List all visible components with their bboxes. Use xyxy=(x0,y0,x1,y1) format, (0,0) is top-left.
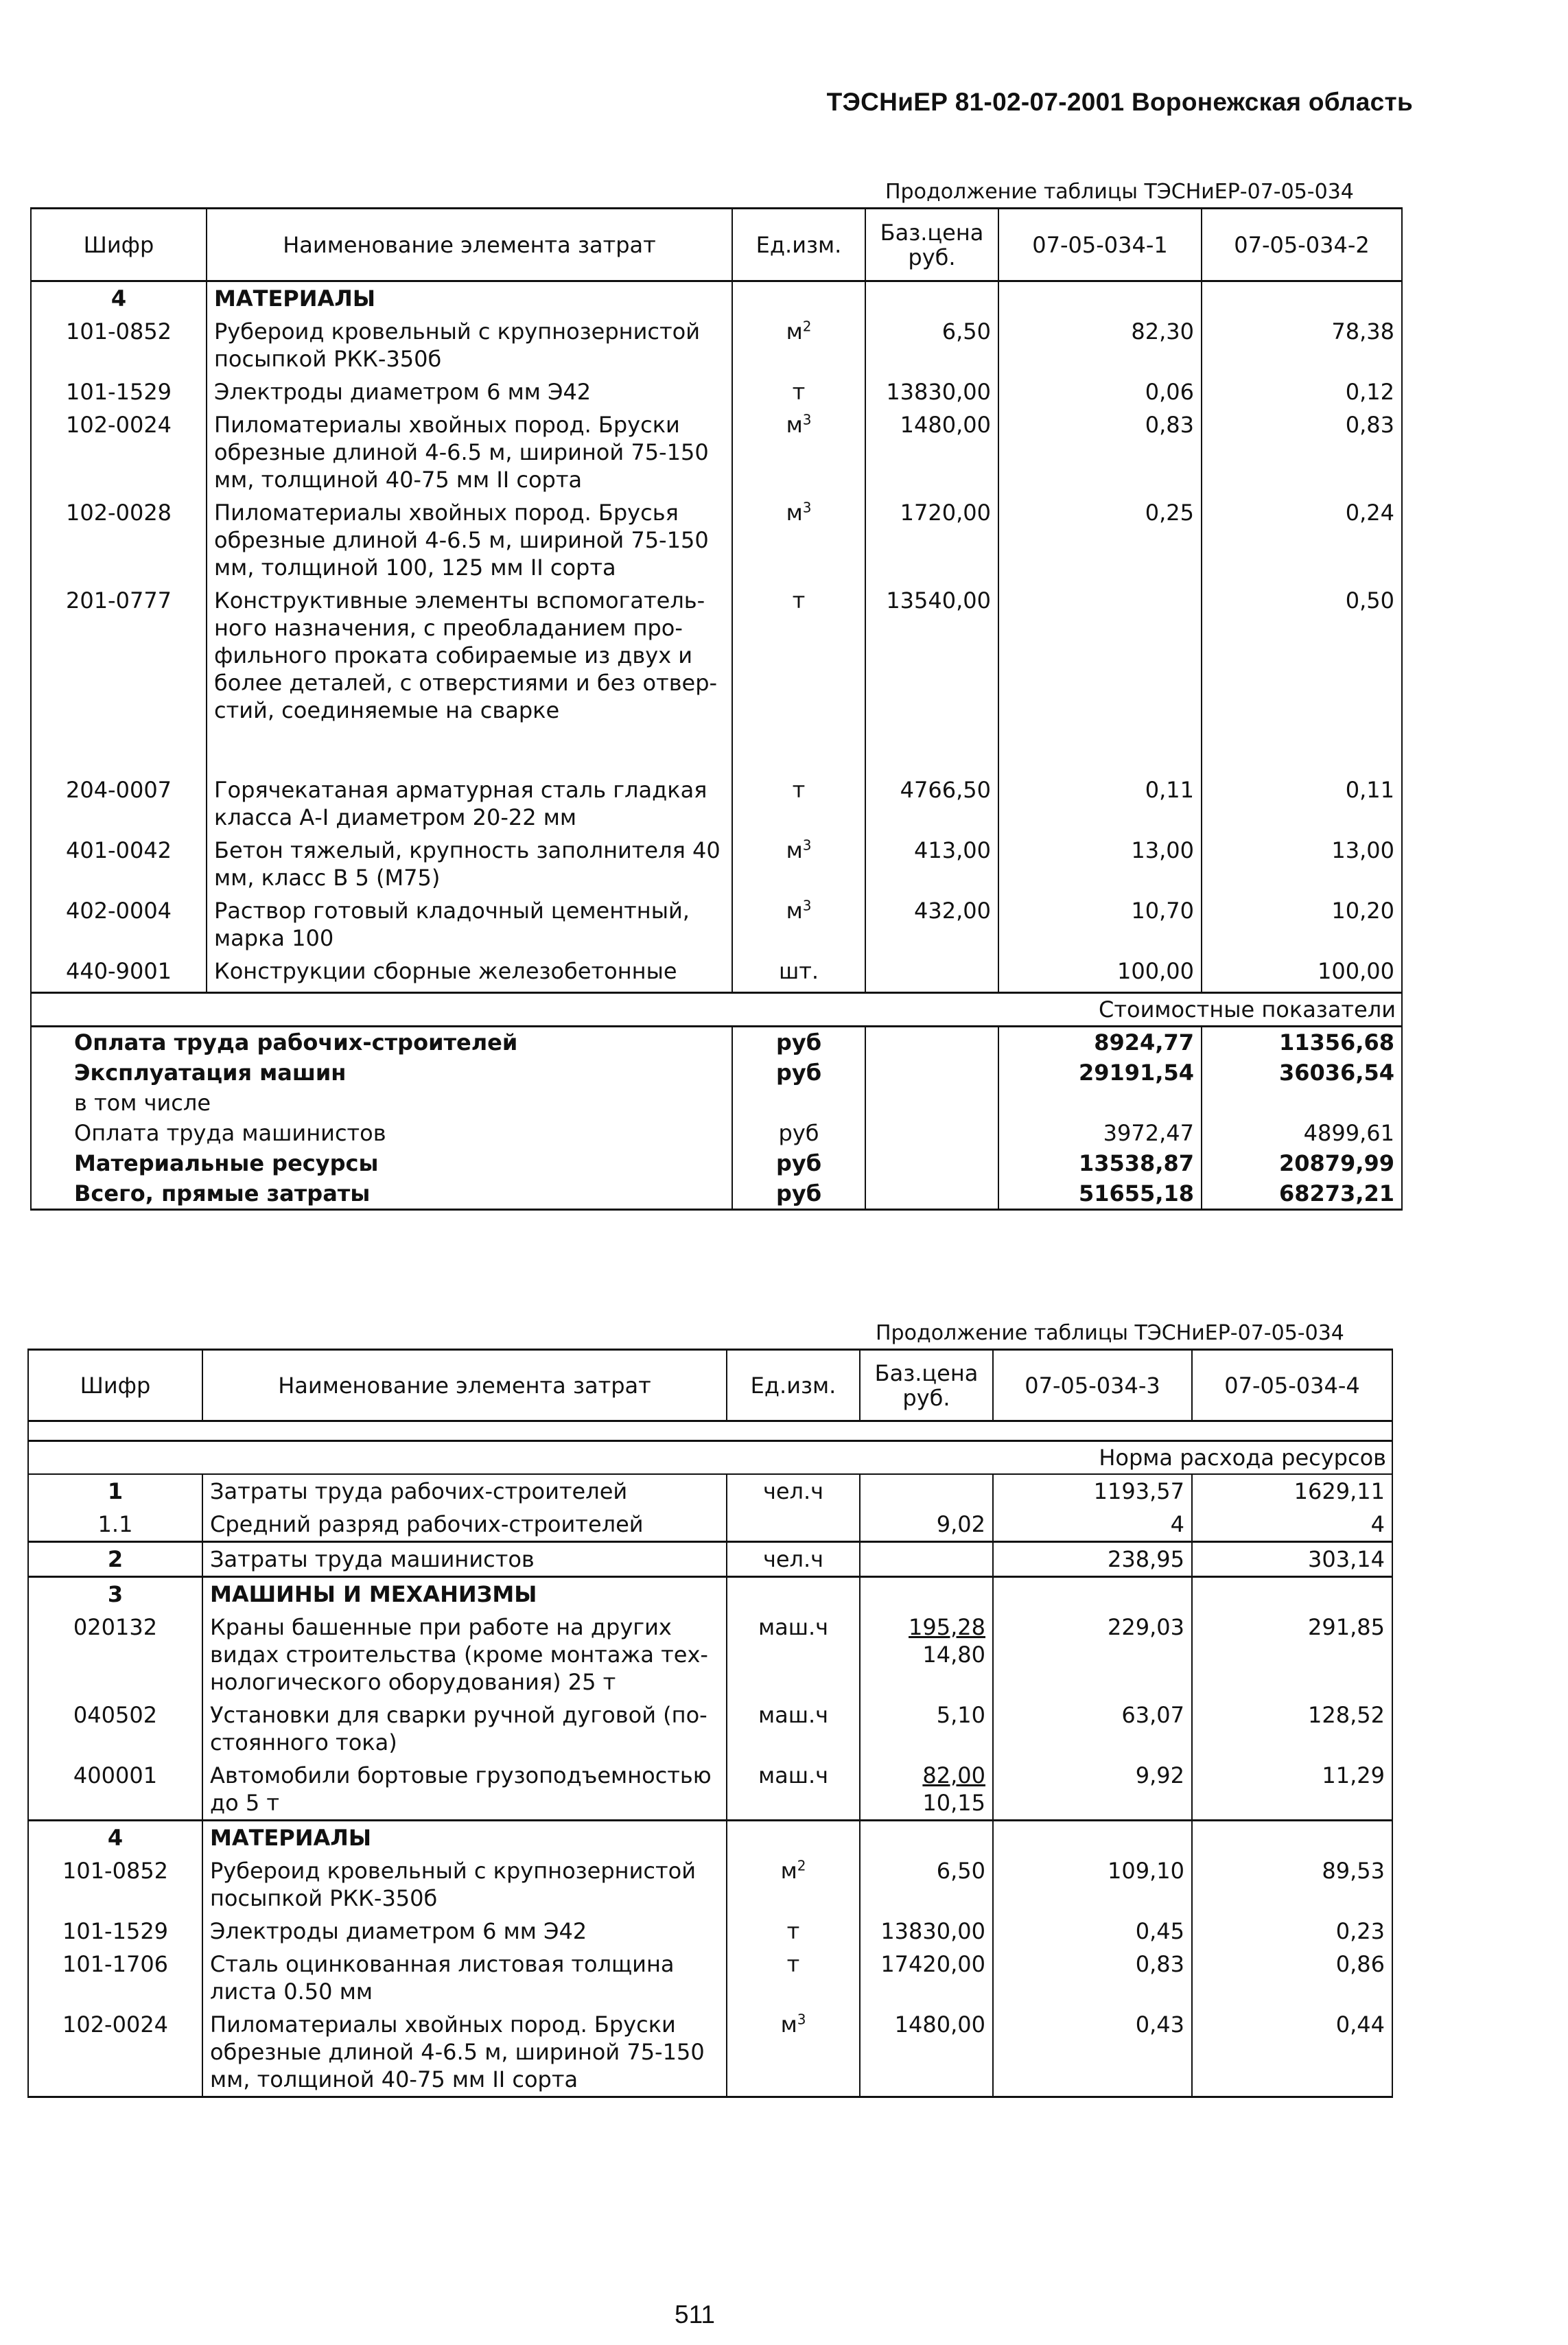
norm-value-1: 82,30 xyxy=(998,315,1202,375)
unit-text: м xyxy=(780,2011,797,2038)
table-row xyxy=(31,315,1402,375)
table-row xyxy=(31,773,1402,834)
col-header-unit: Ед.изм. xyxy=(727,1350,860,1421)
resource-code: 1.1 xyxy=(28,1508,202,1542)
norm-value-2: 1629,11 xyxy=(1192,1474,1392,1508)
table1-header-row xyxy=(31,209,1402,281)
unit-cell: маш.ч xyxy=(727,1699,860,1759)
summary-value-2: 20879,99 xyxy=(1202,1148,1402,1178)
table1-material-rows xyxy=(31,315,1402,993)
summary-value-1: 13538,87 xyxy=(998,1148,1202,1178)
table-row xyxy=(31,496,1402,584)
machine-name: Установки для сварки ручной дуговой (по-стоянного тока) xyxy=(202,1699,727,1759)
resource-name: Пиломатериалы хвойных пород. Бруски обрезные длиной 4-6.5 м, шириной 75-150 мм, толщиной 40-75 мм II сорта xyxy=(202,2008,727,2097)
col-header-value-4: 07-05-034-4 xyxy=(1192,1350,1392,1421)
col-header-code: Шифр xyxy=(28,1350,202,1421)
col-header-price: Баз.цена руб. xyxy=(860,1350,993,1421)
norm-value-1: 0,11 xyxy=(998,773,1202,834)
norm-value-1: 100,00 xyxy=(998,955,1202,993)
resource-code: 204-0007 xyxy=(31,773,207,834)
base-price: 1480,00 xyxy=(865,408,998,496)
base-price xyxy=(865,955,998,993)
norm-value-2: 78,38 xyxy=(1202,315,1402,375)
norm-value-1: 109,10 xyxy=(993,1854,1192,1915)
unit-exponent: 2 xyxy=(797,1857,806,1874)
base-price: 13830,00 xyxy=(865,375,998,408)
resource-code: 201-0777 xyxy=(31,584,207,773)
resource-name: Электроды диаметром 6 мм Э42 xyxy=(202,1915,727,1948)
norm-value-1: 0,43 xyxy=(993,2008,1192,2097)
summary-value-1: 3972,47 xyxy=(998,1118,1202,1148)
resource-code: 101-1529 xyxy=(31,375,207,408)
unit-cell xyxy=(732,834,865,894)
page-header-title: ТЭСНиЕР 81-02-07-2001 Воронежская область xyxy=(826,88,1413,116)
machine-price: 195,28 xyxy=(909,1614,985,1640)
resource-name: Сталь оцинкованная листовая толщина листа 0.50 мм xyxy=(202,1948,727,2008)
section-code: 4 xyxy=(31,281,207,316)
table-row xyxy=(31,1148,1402,1178)
summary-empty xyxy=(865,1027,998,1058)
table-row xyxy=(31,834,1402,894)
summary-value-2: 68273,21 xyxy=(1202,1178,1402,1210)
machine-price: 5,10 xyxy=(936,1702,985,1728)
col-header-code: Шифр xyxy=(31,209,207,281)
summary-unit: руб xyxy=(732,1178,865,1210)
unit-cell xyxy=(732,773,865,834)
table2 xyxy=(27,1349,1393,2098)
norm-value-1: 10,70 xyxy=(998,894,1202,955)
norm-label-row xyxy=(28,1441,1392,1475)
unit-exponent: 3 xyxy=(802,837,812,854)
norm-value-1: 0,45 xyxy=(993,1915,1192,1948)
norm-value-1: 4 xyxy=(993,1508,1192,1542)
summary-unit: руб xyxy=(732,1148,865,1178)
empty-cell xyxy=(727,1821,860,1855)
norm-value-1: 229,03 xyxy=(993,1611,1192,1699)
resource-name: Бетон тяжелый, крупность заполнителя 40 мм, класс В 5 (М75) xyxy=(207,834,732,894)
table-row xyxy=(28,1915,1392,1948)
empty-cell xyxy=(1192,1821,1392,1855)
unit-cell: маш.ч xyxy=(727,1611,860,1699)
summary-value-2: 4899,61 xyxy=(1202,1118,1402,1148)
summary-empty xyxy=(865,1118,998,1148)
base-price xyxy=(860,1474,993,1508)
base-price: 4766,50 xyxy=(865,773,998,834)
machine-code: 020132 xyxy=(28,1611,202,1699)
unit-text: т xyxy=(786,1918,800,1944)
summary-unit: руб xyxy=(732,1058,865,1088)
norm-value-1: 1193,57 xyxy=(993,1474,1192,1508)
norm-value-2: 0,12 xyxy=(1202,375,1402,408)
unit-cell xyxy=(727,1508,860,1542)
table2-header-row xyxy=(28,1350,1392,1421)
machinist-wage-price: 14,80 xyxy=(922,1642,985,1668)
summary-unit: руб xyxy=(732,1027,865,1058)
resource-code: 101-1529 xyxy=(28,1915,202,1948)
resource-name: Конструкции сборные железобетонные xyxy=(207,955,732,993)
machine-price-cell xyxy=(860,1699,993,1759)
summary-value-1 xyxy=(998,1088,1202,1118)
base-price: 17420,00 xyxy=(860,1948,993,2008)
page-number: 511 xyxy=(675,2300,715,2329)
resource-code: 102-0024 xyxy=(28,2008,202,2097)
summary-label: Оплата труда рабочих-строителей xyxy=(31,1027,732,1058)
unit-exponent: 3 xyxy=(797,2011,806,2028)
base-price xyxy=(860,1542,993,1577)
unit-text: т xyxy=(792,587,806,614)
resource-name: Пиломатериалы хвойных пород. Брусья обрезные длиной 4-6.5 м, шириной 75-150 мм, толщиной 100, 125 мм II сорта xyxy=(207,496,732,584)
norm-value-2: 0,83 xyxy=(1202,408,1402,496)
unit-text: м xyxy=(786,898,803,924)
norm-value-2: 10,20 xyxy=(1202,894,1402,955)
table-row xyxy=(28,1699,1392,1759)
table2-rows xyxy=(28,1474,1392,2097)
norm-value-1: 0,83 xyxy=(993,1948,1192,2008)
summary-value-2 xyxy=(1202,1088,1402,1118)
section-code: 4 xyxy=(28,1821,202,1855)
summary-empty xyxy=(865,1178,998,1210)
base-price: 432,00 xyxy=(865,894,998,955)
norm-value-2: 128,52 xyxy=(1192,1699,1392,1759)
unit-cell xyxy=(732,375,865,408)
machine-price-cell xyxy=(860,1611,993,1699)
unit-text: шт. xyxy=(778,958,819,984)
resource-code: 401-0042 xyxy=(31,834,207,894)
section-row xyxy=(31,281,1402,316)
unit-exponent: 3 xyxy=(802,411,812,428)
summary-label: Эксплуатация машин xyxy=(31,1058,732,1088)
table-row xyxy=(28,1759,1392,1821)
norm-value-2: 0,86 xyxy=(1192,1948,1392,2008)
summary-empty xyxy=(865,1088,998,1118)
cost-indicators-row xyxy=(31,993,1402,1027)
unit-text: т xyxy=(792,777,806,803)
table2-caption: Продолжение таблицы ТЭСНиЕР-07-05-034 xyxy=(876,1321,1344,1345)
unit-exponent: 3 xyxy=(802,897,812,914)
section-title: МАШИНЫ И МЕХАНИЗМЫ xyxy=(202,1577,727,1611)
unit-exponent: 2 xyxy=(802,318,812,335)
unit-cell: чел.ч xyxy=(727,1542,860,1577)
col-header-name: Наименование элемента затрат xyxy=(202,1350,727,1421)
machine-code: 400001 xyxy=(28,1759,202,1821)
base-price: 9,02 xyxy=(860,1508,993,1542)
resource-name: Пиломатериалы хвойных пород. Бруски обрезные длиной 4-6.5 м, шириной 75-150 мм, толщиной 40-75 мм II сорта xyxy=(207,408,732,496)
base-price: 6,50 xyxy=(865,315,998,375)
norm-value-2: 0,50 xyxy=(1202,584,1402,773)
unit-cell: маш.ч xyxy=(727,1759,860,1821)
col-header-name: Наименование элемента затрат xyxy=(207,209,732,281)
empty-cell xyxy=(993,1577,1192,1611)
cost-indicators-label: Стоимостные показатели xyxy=(31,993,1402,1027)
norm-value-1: 0,06 xyxy=(998,375,1202,408)
summary-value-1: 51655,18 xyxy=(998,1178,1202,1210)
summary-label: Всего, прямые затраты xyxy=(31,1178,732,1210)
norm-value-2: 303,14 xyxy=(1192,1542,1392,1577)
resource-name: Рубероид кровельный с крупнозернистой посыпкой РКК-350б xyxy=(202,1854,727,1915)
unit-exponent: 3 xyxy=(802,499,812,516)
resource-code: 2 xyxy=(28,1542,202,1577)
table-row xyxy=(31,584,1402,773)
col-header-value-2: 07-05-034-2 xyxy=(1202,209,1402,281)
table-row xyxy=(31,1027,1402,1058)
base-price: 413,00 xyxy=(865,834,998,894)
summary-unit: руб xyxy=(732,1118,865,1148)
table-row xyxy=(28,1611,1392,1699)
base-price: 13830,00 xyxy=(860,1915,993,1948)
base-price: 6,50 xyxy=(860,1854,993,1915)
summary-label: в том числе xyxy=(31,1088,732,1118)
unit-cell xyxy=(732,408,865,496)
norm-value-1: 0,25 xyxy=(998,496,1202,584)
col-header-price: Баз.цена руб. xyxy=(865,209,998,281)
table-row xyxy=(31,408,1402,496)
unit-cell xyxy=(727,1915,860,1948)
norm-value-2: 0,11 xyxy=(1202,773,1402,834)
table1-caption: Продолжение таблицы ТЭСНиЕР-07-05-034 xyxy=(885,180,1354,204)
table-row xyxy=(31,955,1402,993)
resource-code: 102-0028 xyxy=(31,496,207,584)
table1-summary-rows xyxy=(31,1027,1402,1210)
norm-value-2: 89,53 xyxy=(1192,1854,1392,1915)
unit-text: т xyxy=(786,1951,800,1977)
col-header-value-3: 07-05-034-3 xyxy=(993,1350,1192,1421)
section-title: МАТЕРИАЛЫ xyxy=(202,1821,727,1855)
section-title: МАТЕРИАЛЫ xyxy=(207,281,732,316)
table-row xyxy=(28,1542,1392,1577)
table-row xyxy=(28,1821,1392,1855)
machinist-wage-price: 10,15 xyxy=(922,1790,985,1816)
unit-cell xyxy=(732,584,865,773)
resource-name: Электроды диаметром 6 мм Э42 xyxy=(207,375,732,408)
norm-value-2: 100,00 xyxy=(1202,955,1402,993)
table-row xyxy=(28,1948,1392,2008)
unit-cell xyxy=(732,496,865,584)
unit-cell xyxy=(732,315,865,375)
summary-value-1: 8924,77 xyxy=(998,1027,1202,1058)
base-price: 1720,00 xyxy=(865,496,998,584)
summary-empty xyxy=(865,1148,998,1178)
resource-name: Горячекатаная арматурная сталь гладкая класса А-I диаметром 20-22 мм xyxy=(207,773,732,834)
resource-code: 101-1706 xyxy=(28,1948,202,2008)
table-row xyxy=(28,1854,1392,1915)
table-row xyxy=(31,375,1402,408)
unit-cell xyxy=(732,894,865,955)
norm-value-2: 0,23 xyxy=(1192,1915,1392,1948)
table-row xyxy=(31,1178,1402,1210)
unit-cell xyxy=(727,1854,860,1915)
base-price: 1480,00 xyxy=(860,2008,993,2097)
empty-cell xyxy=(860,1821,993,1855)
machine-price: 82,00 xyxy=(922,1762,985,1788)
summary-value-1: 29191,54 xyxy=(998,1058,1202,1088)
norm-value-2: 11,29 xyxy=(1192,1759,1392,1821)
table-row xyxy=(31,1058,1402,1088)
resource-code: 101-0852 xyxy=(31,315,207,375)
col-header-unit: Ед.изм. xyxy=(732,209,865,281)
summary-unit xyxy=(732,1088,865,1118)
norm-value-1: 9,92 xyxy=(993,1759,1192,1821)
machine-name: Краны башенные при работе на других видах строительства (кроме монтажа тех-нологического оборудования) 25 т xyxy=(202,1611,727,1699)
unit-text: м xyxy=(786,318,803,345)
summary-label: Оплата труда машинистов xyxy=(31,1118,732,1148)
resource-name: Рубероид кровельный с крупнозернистой посыпкой РКК-350б xyxy=(207,315,732,375)
empty-cell xyxy=(1192,1577,1392,1611)
base-price: 13540,00 xyxy=(865,584,998,773)
resource-name: Затраты труда машинистов xyxy=(202,1542,727,1577)
table-row xyxy=(28,2008,1392,2097)
table-row xyxy=(28,1474,1392,1508)
resource-code: 440-9001 xyxy=(31,955,207,993)
resource-code: 102-0024 xyxy=(31,408,207,496)
summary-value-2: 11356,68 xyxy=(1202,1027,1402,1058)
norm-value-2: 291,85 xyxy=(1192,1611,1392,1699)
unit-cell: чел.ч xyxy=(727,1474,860,1508)
norm-value-1 xyxy=(998,584,1202,773)
summary-empty xyxy=(865,1058,998,1088)
machine-name: Автомобили бортовые грузоподъемностью до 5 т xyxy=(202,1759,727,1821)
norm-value-2: 0,24 xyxy=(1202,496,1402,584)
unit-cell xyxy=(727,2008,860,2097)
norm-value-1: 63,07 xyxy=(993,1699,1192,1759)
unit-text: м xyxy=(780,1858,797,1884)
norm-label: Норма расхода ресурсов xyxy=(28,1441,1392,1475)
table1 xyxy=(30,207,1403,1211)
summary-value-2: 36036,54 xyxy=(1202,1058,1402,1088)
empty-cell xyxy=(860,1577,993,1611)
table-row xyxy=(31,894,1402,955)
resource-name: Конструктивные элементы вспомогатель-ного назначения, с преобладанием про-фильного проката собираемые из двух и более деталей, с отверстиями и без отвер-стий, соединяемые на сварке xyxy=(207,584,732,773)
resource-name: Затраты труда рабочих-строителей xyxy=(202,1474,727,1508)
unit-cell xyxy=(732,955,865,993)
table-row xyxy=(31,1088,1402,1118)
resource-name: Раствор готовый кладочный цементный, марка 100 xyxy=(207,894,732,955)
resource-name: Средний разряд рабочих-строителей xyxy=(202,1508,727,1542)
unit-text: т xyxy=(792,379,806,405)
norm-value-1: 238,95 xyxy=(993,1542,1192,1577)
norm-value-1: 0,83 xyxy=(998,408,1202,496)
empty-cell xyxy=(993,1821,1192,1855)
table-row xyxy=(28,1508,1392,1542)
resource-code: 101-0852 xyxy=(28,1854,202,1915)
summary-label: Материальные ресурсы xyxy=(31,1148,732,1178)
resource-code: 1 xyxy=(28,1474,202,1508)
empty-cell xyxy=(727,1577,860,1611)
unit-text: м xyxy=(786,500,803,526)
norm-value-1: 13,00 xyxy=(998,834,1202,894)
machine-code: 040502 xyxy=(28,1699,202,1759)
col-header-value-1: 07-05-034-1 xyxy=(998,209,1202,281)
unit-text: м xyxy=(786,412,803,438)
resource-code: 402-0004 xyxy=(31,894,207,955)
norm-value-2: 13,00 xyxy=(1202,834,1402,894)
section-code: 3 xyxy=(28,1577,202,1611)
norm-value-2: 4 xyxy=(1192,1508,1392,1542)
table-row xyxy=(28,1577,1392,1611)
table-row xyxy=(31,1118,1402,1148)
unit-text: м xyxy=(786,837,803,863)
unit-cell xyxy=(727,1948,860,2008)
machine-price-cell xyxy=(860,1759,993,1821)
norm-value-2: 0,44 xyxy=(1192,2008,1392,2097)
